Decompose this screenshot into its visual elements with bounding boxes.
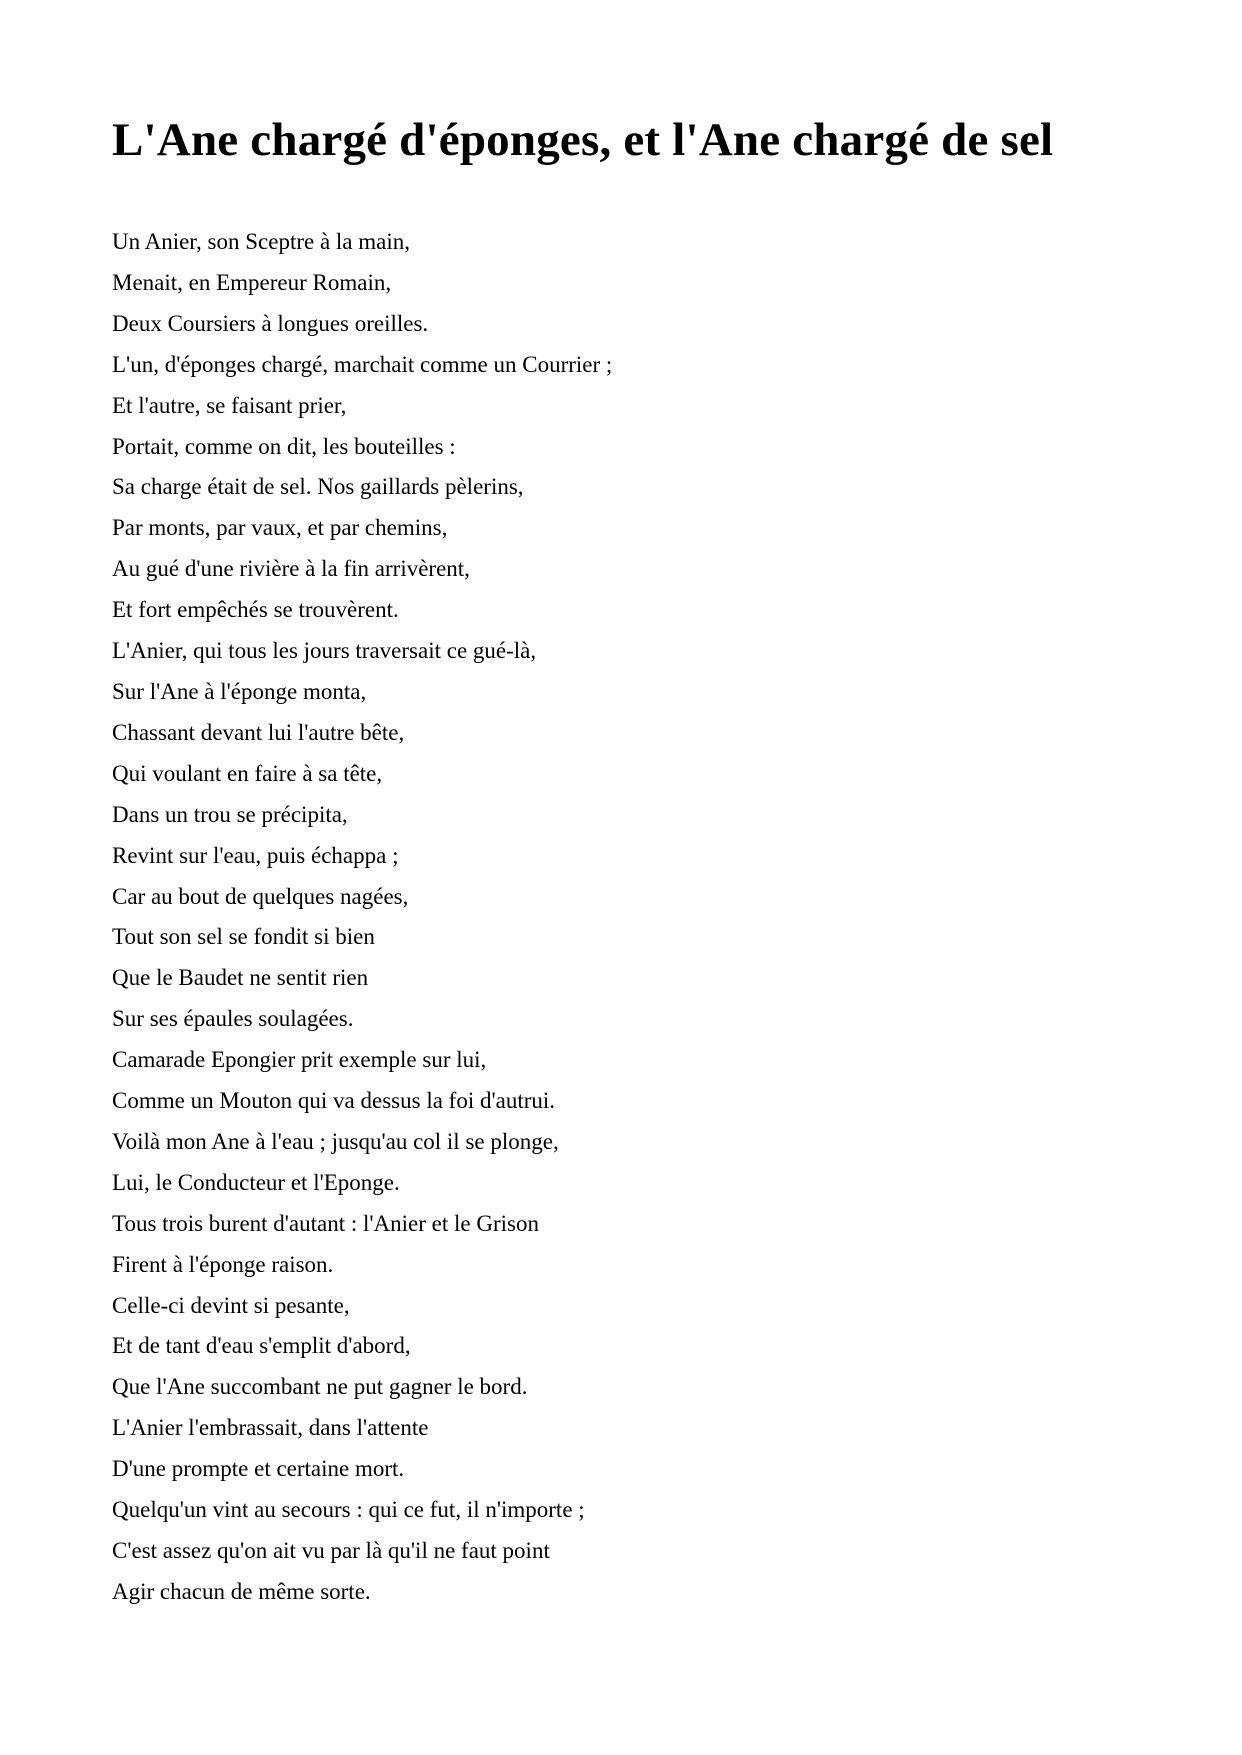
poem-line: Qui voulant en faire à sa tête,	[112, 760, 383, 786]
document-page	[112, 108, 1192, 1604]
poem-line: C'est assez qu'on ait vu par là qu'il ne faut point	[112, 1538, 550, 1563]
poem-line: Celle-ci devint si pesante,	[112, 1292, 350, 1318]
poem-line: Portait, comme on dit, les bouteilles :	[112, 433, 456, 459]
poem-line: Par monts, par vaux, et par chemins,	[112, 515, 448, 541]
poem-line: D'une prompte et certaine mort.	[112, 1456, 405, 1482]
poem-line: Camarade Epongier prit exemple sur lui,	[112, 1047, 487, 1073]
poem-line: Tout son sel se fondit si bien	[112, 924, 375, 950]
poem-line: L'Anier, qui tous les jours traversait ce gué-là,	[112, 638, 537, 664]
poem-line: Firent à l'éponge raison.	[112, 1251, 334, 1277]
poem-line: Chassant devant lui l'autre bête,	[112, 719, 405, 745]
poem-line: Comme un Mouton qui va dessus la foi d'autrui.	[112, 1088, 556, 1114]
page-title: L'Ane chargé d'éponges, et l'Ane chargé de sel	[112, 114, 1054, 166]
poem-line: Menait, en Empereur Romain,	[112, 269, 392, 295]
poem-line: Quelqu'un vint au secours : qui ce fut, il n'importe ;	[112, 1497, 585, 1523]
poem-line: L'Anier l'embrassait, dans l'attente	[112, 1415, 429, 1441]
poem-line: Agir chacun de même sorte.	[112, 1578, 371, 1604]
poem-line: Sur ses épaules soulagées.	[112, 1006, 354, 1032]
poem-line: Dans un trou se précipita,	[112, 801, 348, 827]
poem-line: Que le Baudet ne sentit rien	[112, 965, 369, 991]
poem-line: Sur l'Ane à l'éponge monta,	[112, 678, 367, 704]
poem-line: Lui, le Conducteur et l'Eponge.	[112, 1169, 400, 1195]
poem-line: L'un, d'éponges chargé, marchait comme un Courrier ;	[112, 351, 613, 377]
poem-line: Et de tant d'eau s'emplit d'abord,	[112, 1333, 411, 1359]
poem-line: Que l'Ane succombant ne put gagner le bord.	[112, 1374, 528, 1400]
poem-line: Deux Coursiers à longues oreilles.	[112, 310, 429, 336]
poem-line: Revint sur l'eau, puis échappa ;	[112, 842, 399, 868]
poem-line: Et fort empêchés se trouvèrent.	[112, 597, 399, 623]
poem-body	[112, 222, 612, 1613]
poem-line: Voilà mon Ane à l'eau ; jusqu'au col il se plonge,	[112, 1128, 559, 1154]
poem-line: Au gué d'une rivière à la fin arrivèrent,	[112, 556, 470, 582]
poem-line: Sa charge était de sel. Nos gaillards pèlerins,	[112, 474, 524, 500]
poem-line: Un Anier, son Sceptre à la main,	[112, 229, 411, 254]
poem-line: Tous trois burent d'autant : l'Anier et le Grison	[112, 1210, 539, 1236]
poem-line: Car au bout de quelques nagées,	[112, 883, 409, 909]
poem-line: Et l'autre, se faisant prier,	[112, 392, 347, 418]
